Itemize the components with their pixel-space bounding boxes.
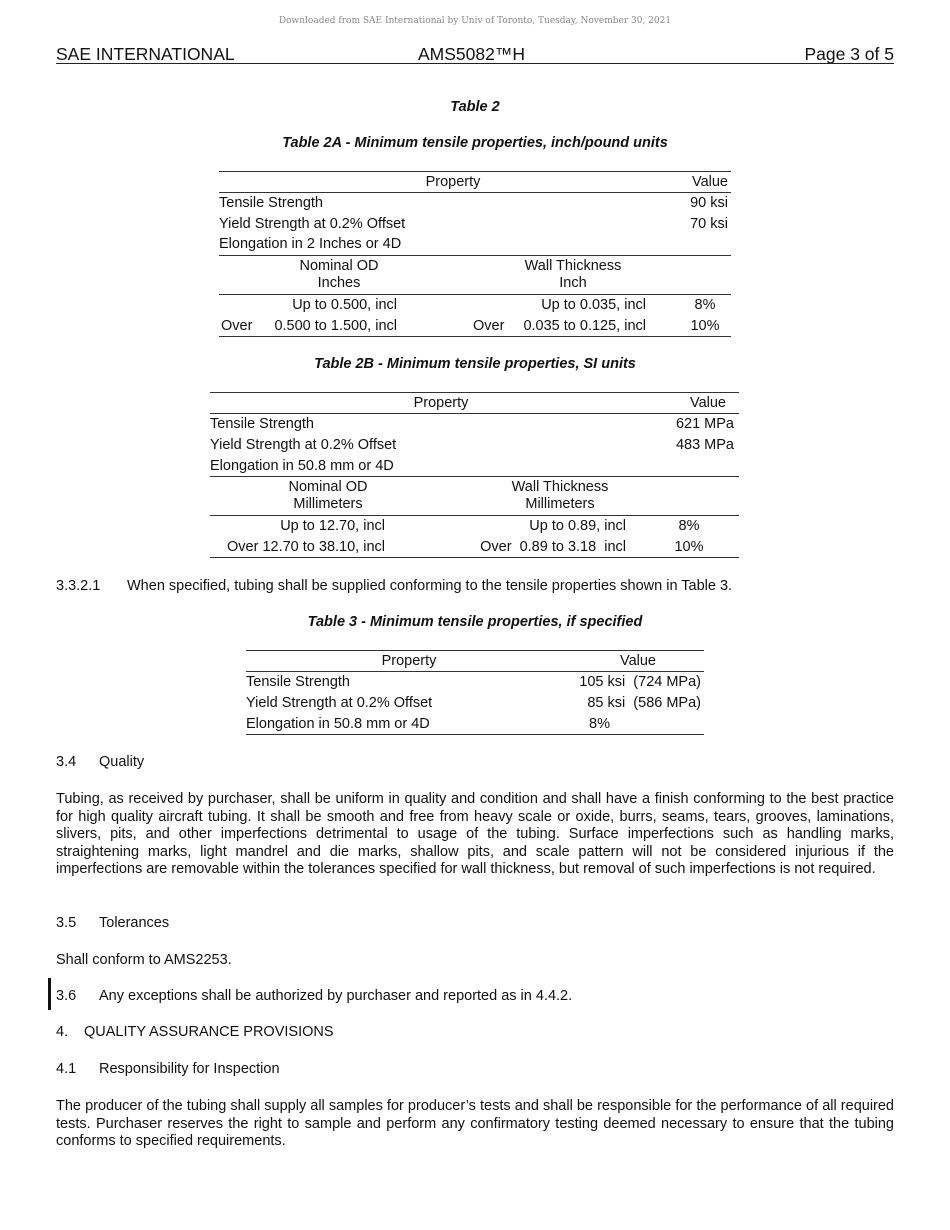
table2a-row-property: Yield Strength at 0.2% Offset — [219, 216, 406, 232]
table2a-od-prefix: Over — [221, 318, 253, 334]
table2a-value-header: Value — [691, 174, 728, 190]
table3 — [246, 650, 704, 736]
header-rule — [56, 63, 894, 64]
table2a-od-range: Up to 0.500, incl — [292, 297, 397, 313]
table2b-elongation-value: 10% — [674, 539, 704, 555]
section-3-5-text: Shall conform to AMS2253. — [56, 952, 232, 968]
table2a-wall-prefix: Over — [473, 318, 505, 334]
table3-row-value: 8% — [589, 716, 610, 732]
table3-row-value: 105 ksi (724 MPa) — [579, 674, 701, 690]
table2b-property-header: Property — [413, 395, 469, 411]
section-3-3-2-1-number: 3.3.2.1 — [56, 578, 101, 594]
download-watermark: Downloaded from SAE International by Univ of Toronto, Tuesday, November 30, 2021 — [278, 16, 672, 26]
section-3-6-number: 3.6 — [56, 988, 77, 1004]
table3-row-property: Yield Strength at 0.2% Offset — [246, 695, 433, 711]
section-3-4-title: Quality — [99, 754, 145, 770]
table3-value-header: Value — [619, 653, 656, 669]
table2b-wall-header: Wall Thickness — [511, 479, 609, 495]
section-3-4-number: 3.4 — [56, 754, 77, 770]
table2a-caption: Table 2A - Minimum tensile properties, inch/pound units — [282, 135, 668, 151]
table2b — [210, 392, 739, 558]
table3-row-value: 85 ksi (586 MPa) — [587, 695, 701, 711]
table2a-od-unit: Inches — [317, 275, 361, 291]
header-page-number: Page 3 of 5 — [804, 44, 894, 64]
table2a-elongation-value: 8% — [694, 297, 716, 313]
table2b-wall-range: Over 0.89 to 3.18 incl — [480, 539, 626, 555]
table2a-wall-header: Wall Thickness — [524, 258, 622, 274]
section-4-number: 4. — [56, 1024, 69, 1040]
table3-caption: Table 3 - Minimum tensile properties, if specified — [307, 614, 643, 630]
table2b-wall-range: Up to 0.89, incl — [529, 518, 626, 534]
table2b-row-property: Yield Strength at 0.2% Offset — [210, 437, 397, 453]
table2a-row-value: 70 ksi — [690, 216, 728, 232]
header-org: SAE INTERNATIONAL — [56, 44, 235, 64]
table2a-row-property: Elongation in 2 Inches or 4D — [219, 236, 402, 252]
table2b-row-property: Elongation in 50.8 mm or 4D — [210, 458, 394, 474]
section-4-title: QUALITY ASSURANCE PROVISIONS — [84, 1024, 334, 1040]
table2a-row-value: 90 ksi — [690, 195, 728, 211]
table2a-wall-range: 0.035 to 0.125, incl — [523, 318, 646, 334]
revision-change-bar — [48, 978, 51, 1010]
table3-property-header: Property — [381, 653, 437, 669]
table2a — [219, 171, 731, 337]
section-3-4-paragraph: Tubing, as received by purchaser, shall be uniform in quality and condition and shall have a finish conforming to the best practice for high quality aircraft tubing. It shall be smooth and free from heavy scale or oxide, burrs, seams, tears, grooves, laminations, slivers, pits, and other imperfections detrimental to usage of the tubing. Surface imperfections such as handling marks, straightening marks, light mandrel and die marks, shallow pits, and scale pattern will not be considered injurious if the imperfections are removable within the tolerances specified for wall thickness, but removal of such imperfections is not required. — [56, 791, 894, 878]
section-4-1-number: 4.1 — [56, 1061, 77, 1077]
section-3-6-text: Any exceptions shall be authorized by purchaser and reported as in 4.4.2. — [99, 988, 573, 1004]
section-3-3-2-1-text: When specified, tubing shall be supplied conforming to the tensile properties shown in Table 3. — [127, 578, 733, 594]
section-3-5-title: Tolerances — [99, 915, 170, 931]
table2-title: Table 2 — [450, 99, 500, 115]
table2a-wall-range: Up to 0.035, incl — [541, 297, 646, 313]
table2b-od-unit: Millimeters — [293, 496, 363, 512]
table2b-od-range: Up to 12.70, incl — [280, 518, 385, 534]
table2a-wall-unit: Inch — [559, 275, 587, 291]
table2b-row-value: 483 MPa — [675, 437, 734, 453]
table3-row-property: Elongation in 50.8 mm or 4D — [246, 716, 430, 732]
table2b-od-header: Nominal OD — [288, 479, 368, 495]
table2b-caption: Table 2B - Minimum tensile properties, SI units — [314, 356, 636, 372]
table2a-property-header: Property — [425, 174, 481, 190]
table2a-row-property: Tensile Strength — [219, 195, 323, 211]
section-4-1-paragraph: The producer of the tubing shall supply all samples for producer’s tests and shall be responsible for the performance of all required tests. Purchaser reserves the right to sample and perform any confirmatory testing deemed necessary to ensure that the tubing conforms to specified requirements. — [56, 1098, 894, 1150]
table2b-od-range: Over 12.70 to 38.10, incl — [227, 539, 385, 555]
table2b-value-header: Value — [689, 395, 726, 411]
table2b-row-property: Tensile Strength — [210, 416, 314, 432]
section-4-1-title: Responsibility for Inspection — [99, 1061, 280, 1077]
table2b-wall-unit: Millimeters — [525, 496, 595, 512]
table3-row-property: Tensile Strength — [246, 674, 350, 690]
table2b-row-value: 621 MPa — [675, 416, 734, 432]
table2a-od-header: Nominal OD — [299, 258, 379, 274]
table2a-od-range: 0.500 to 1.500, incl — [274, 318, 397, 334]
header-doc-id: AMS5082™H — [418, 44, 525, 64]
table2b-elongation-value: 8% — [678, 518, 700, 534]
section-3-5-number: 3.5 — [56, 915, 77, 931]
table2a-elongation-value: 10% — [690, 318, 720, 334]
